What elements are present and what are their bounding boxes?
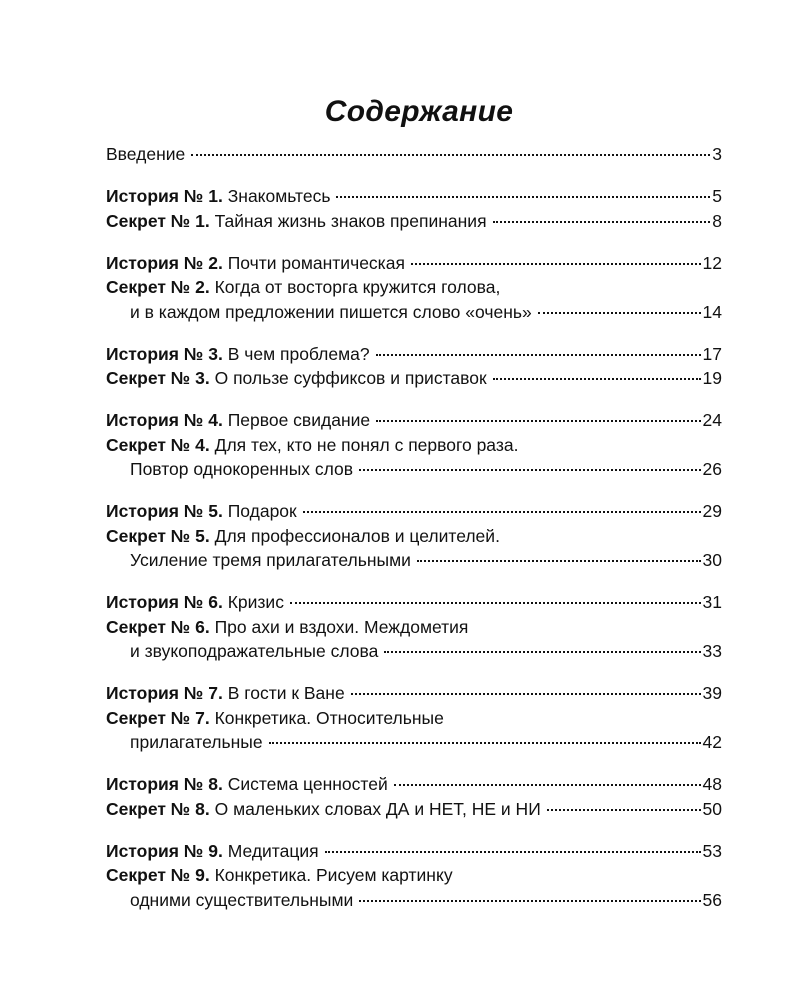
page-number: 39 <box>702 683 722 703</box>
entry-label: Секрет № 1. <box>106 210 210 231</box>
entry-title: Подарок <box>227 501 297 521</box>
toc-entry-secret-4[interactable] <box>106 433 722 482</box>
page-number: 26 <box>702 459 722 479</box>
dot-leader <box>376 354 701 356</box>
section-gap <box>106 573 722 591</box>
entry-title: Кризис <box>227 592 284 612</box>
toc-entry-intro[interactable] <box>106 142 722 167</box>
dot-leader <box>336 196 710 198</box>
toc-entry-secret-8[interactable] <box>106 797 722 822</box>
dot-leader <box>325 851 701 853</box>
entry-label: История № 4. <box>106 410 223 430</box>
entry-title: прилагательные <box>130 732 263 752</box>
entry-label: История № 8. <box>106 774 223 794</box>
entry-label: Секрет № 5. <box>106 525 210 546</box>
entry-label: История № 7. <box>106 683 223 703</box>
dot-leader <box>493 378 701 380</box>
page-number: 48 <box>702 774 722 794</box>
entry-title: Первое свидание <box>227 410 371 430</box>
entry-label: Секрет № 2. <box>106 277 210 297</box>
entry-label: Секрет № 7. <box>106 707 210 728</box>
toc-entry-secret-2[interactable] <box>106 275 722 324</box>
section-gap <box>106 755 722 773</box>
dot-leader <box>359 469 700 471</box>
section-gap <box>106 821 722 839</box>
page-number: 12 <box>702 252 722 273</box>
entry-title: и звукоподражательные слова <box>130 641 379 661</box>
entry-label: История № 6. <box>106 592 223 612</box>
section-gap <box>106 233 722 251</box>
entry-title: и в каждом предложении пишется слово «очень» <box>130 301 532 322</box>
dot-leader <box>384 651 700 653</box>
entry-label: История № 1. <box>106 186 223 206</box>
toc-entry-secret-9[interactable] <box>106 863 722 912</box>
entry-title: Тайная жизнь знаков препинания <box>214 210 487 231</box>
table-of-contents <box>106 92 722 912</box>
entry-title: Почти романтическая <box>227 252 405 273</box>
toc-entry-story-8[interactable] <box>106 772 722 797</box>
toc-entry-story-5[interactable] <box>106 499 722 524</box>
dot-leader <box>359 900 700 902</box>
toc-entry-story-3[interactable] <box>106 342 722 367</box>
toc-entry-secret-7[interactable] <box>106 706 722 755</box>
entry-title: В чем проблема? <box>227 343 370 364</box>
dot-leader <box>351 693 701 695</box>
dot-leader <box>538 312 701 314</box>
toc-entry-text: Введение <box>106 144 186 164</box>
page-number: 33 <box>702 641 722 661</box>
dot-leader <box>269 742 701 744</box>
toc-entry-secret-5[interactable] <box>106 524 722 573</box>
entry-title: Для профессионалов и целителей. <box>214 525 500 546</box>
entry-title: Повтор однокоренных слов <box>130 459 354 479</box>
page-number: 17 <box>702 343 722 364</box>
toc-entry-story-7[interactable] <box>106 681 722 706</box>
page-title: Содержание <box>324 95 514 128</box>
page-number: 30 <box>702 550 722 570</box>
entry-title: Усиление тремя прилагательными <box>130 550 411 570</box>
entry-label: История № 5. <box>106 501 223 521</box>
entry-label: Секрет № 9. <box>106 865 210 885</box>
page-number: 19 <box>702 368 722 388</box>
page-number: 56 <box>702 889 722 910</box>
toc-sections <box>106 167 722 913</box>
entry-title: Система ценностей <box>227 774 388 794</box>
entry-label: Секрет № 6. <box>106 616 210 637</box>
section-gap <box>106 167 722 185</box>
dot-leader <box>376 420 700 422</box>
page-number: 3 <box>712 144 722 164</box>
page-number: 8 <box>712 210 722 231</box>
toc-entry-story-6[interactable] <box>106 590 722 615</box>
section-gap <box>106 482 722 500</box>
section-gap <box>106 391 722 409</box>
page-number: 50 <box>702 798 722 819</box>
entry-title: Для тех, кто не понял с первого раза. <box>214 434 519 455</box>
entry-title: Про ахи и вздохи. Междометия <box>214 616 469 637</box>
toc-entry-story-1[interactable] <box>106 184 722 209</box>
entry-title: Знакомьтесь <box>227 186 331 206</box>
dot-leader <box>411 263 701 265</box>
dot-leader <box>394 784 701 786</box>
entry-title: Конкретика. Рисуем картинку <box>214 865 453 885</box>
entry-label: Секрет № 3. <box>106 368 210 388</box>
entry-label: Секрет № 4. <box>106 434 210 455</box>
page-number: 14 <box>702 301 722 322</box>
dot-leader <box>417 560 701 562</box>
entry-title: Когда от восторга кружится голова, <box>214 277 501 297</box>
toc-entry-story-9[interactable] <box>106 839 722 864</box>
toc-entry-secret-1[interactable] <box>106 209 722 234</box>
entry-title: Медитация <box>227 840 319 861</box>
toc-entry-secret-3[interactable] <box>106 366 722 391</box>
dot-leader <box>303 511 701 513</box>
entry-title: Конкретика. Относительные <box>214 707 444 728</box>
dot-leader <box>191 154 710 156</box>
page-number: 42 <box>702 732 722 752</box>
toc-entry-secret-6[interactable] <box>106 615 722 664</box>
toc-entry-story-2[interactable] <box>106 251 722 276</box>
dot-leader <box>290 602 701 604</box>
page-number: 31 <box>702 592 722 612</box>
entry-title: О пользе суффиксов и приставок <box>214 368 487 388</box>
page-number: 5 <box>712 186 722 206</box>
entry-label: История № 2. <box>106 252 223 273</box>
page-number: 53 <box>702 840 722 861</box>
page-number: 24 <box>702 410 722 430</box>
entry-label: История № 3. <box>106 343 223 364</box>
section-gap <box>106 664 722 682</box>
section-gap <box>106 324 722 342</box>
page-number: 29 <box>702 501 722 521</box>
entry-title: одними существительными <box>130 889 354 910</box>
dot-leader <box>493 221 710 223</box>
entry-title: В гости к Ване <box>227 683 345 703</box>
toc-entry-story-4[interactable] <box>106 408 722 433</box>
entry-title: О маленьких словах ДА и НЕТ, НЕ и НИ <box>214 798 541 819</box>
entry-label: Секрет № 8. <box>106 798 210 819</box>
dot-leader <box>547 809 701 811</box>
entry-label: История № 9. <box>106 840 223 861</box>
